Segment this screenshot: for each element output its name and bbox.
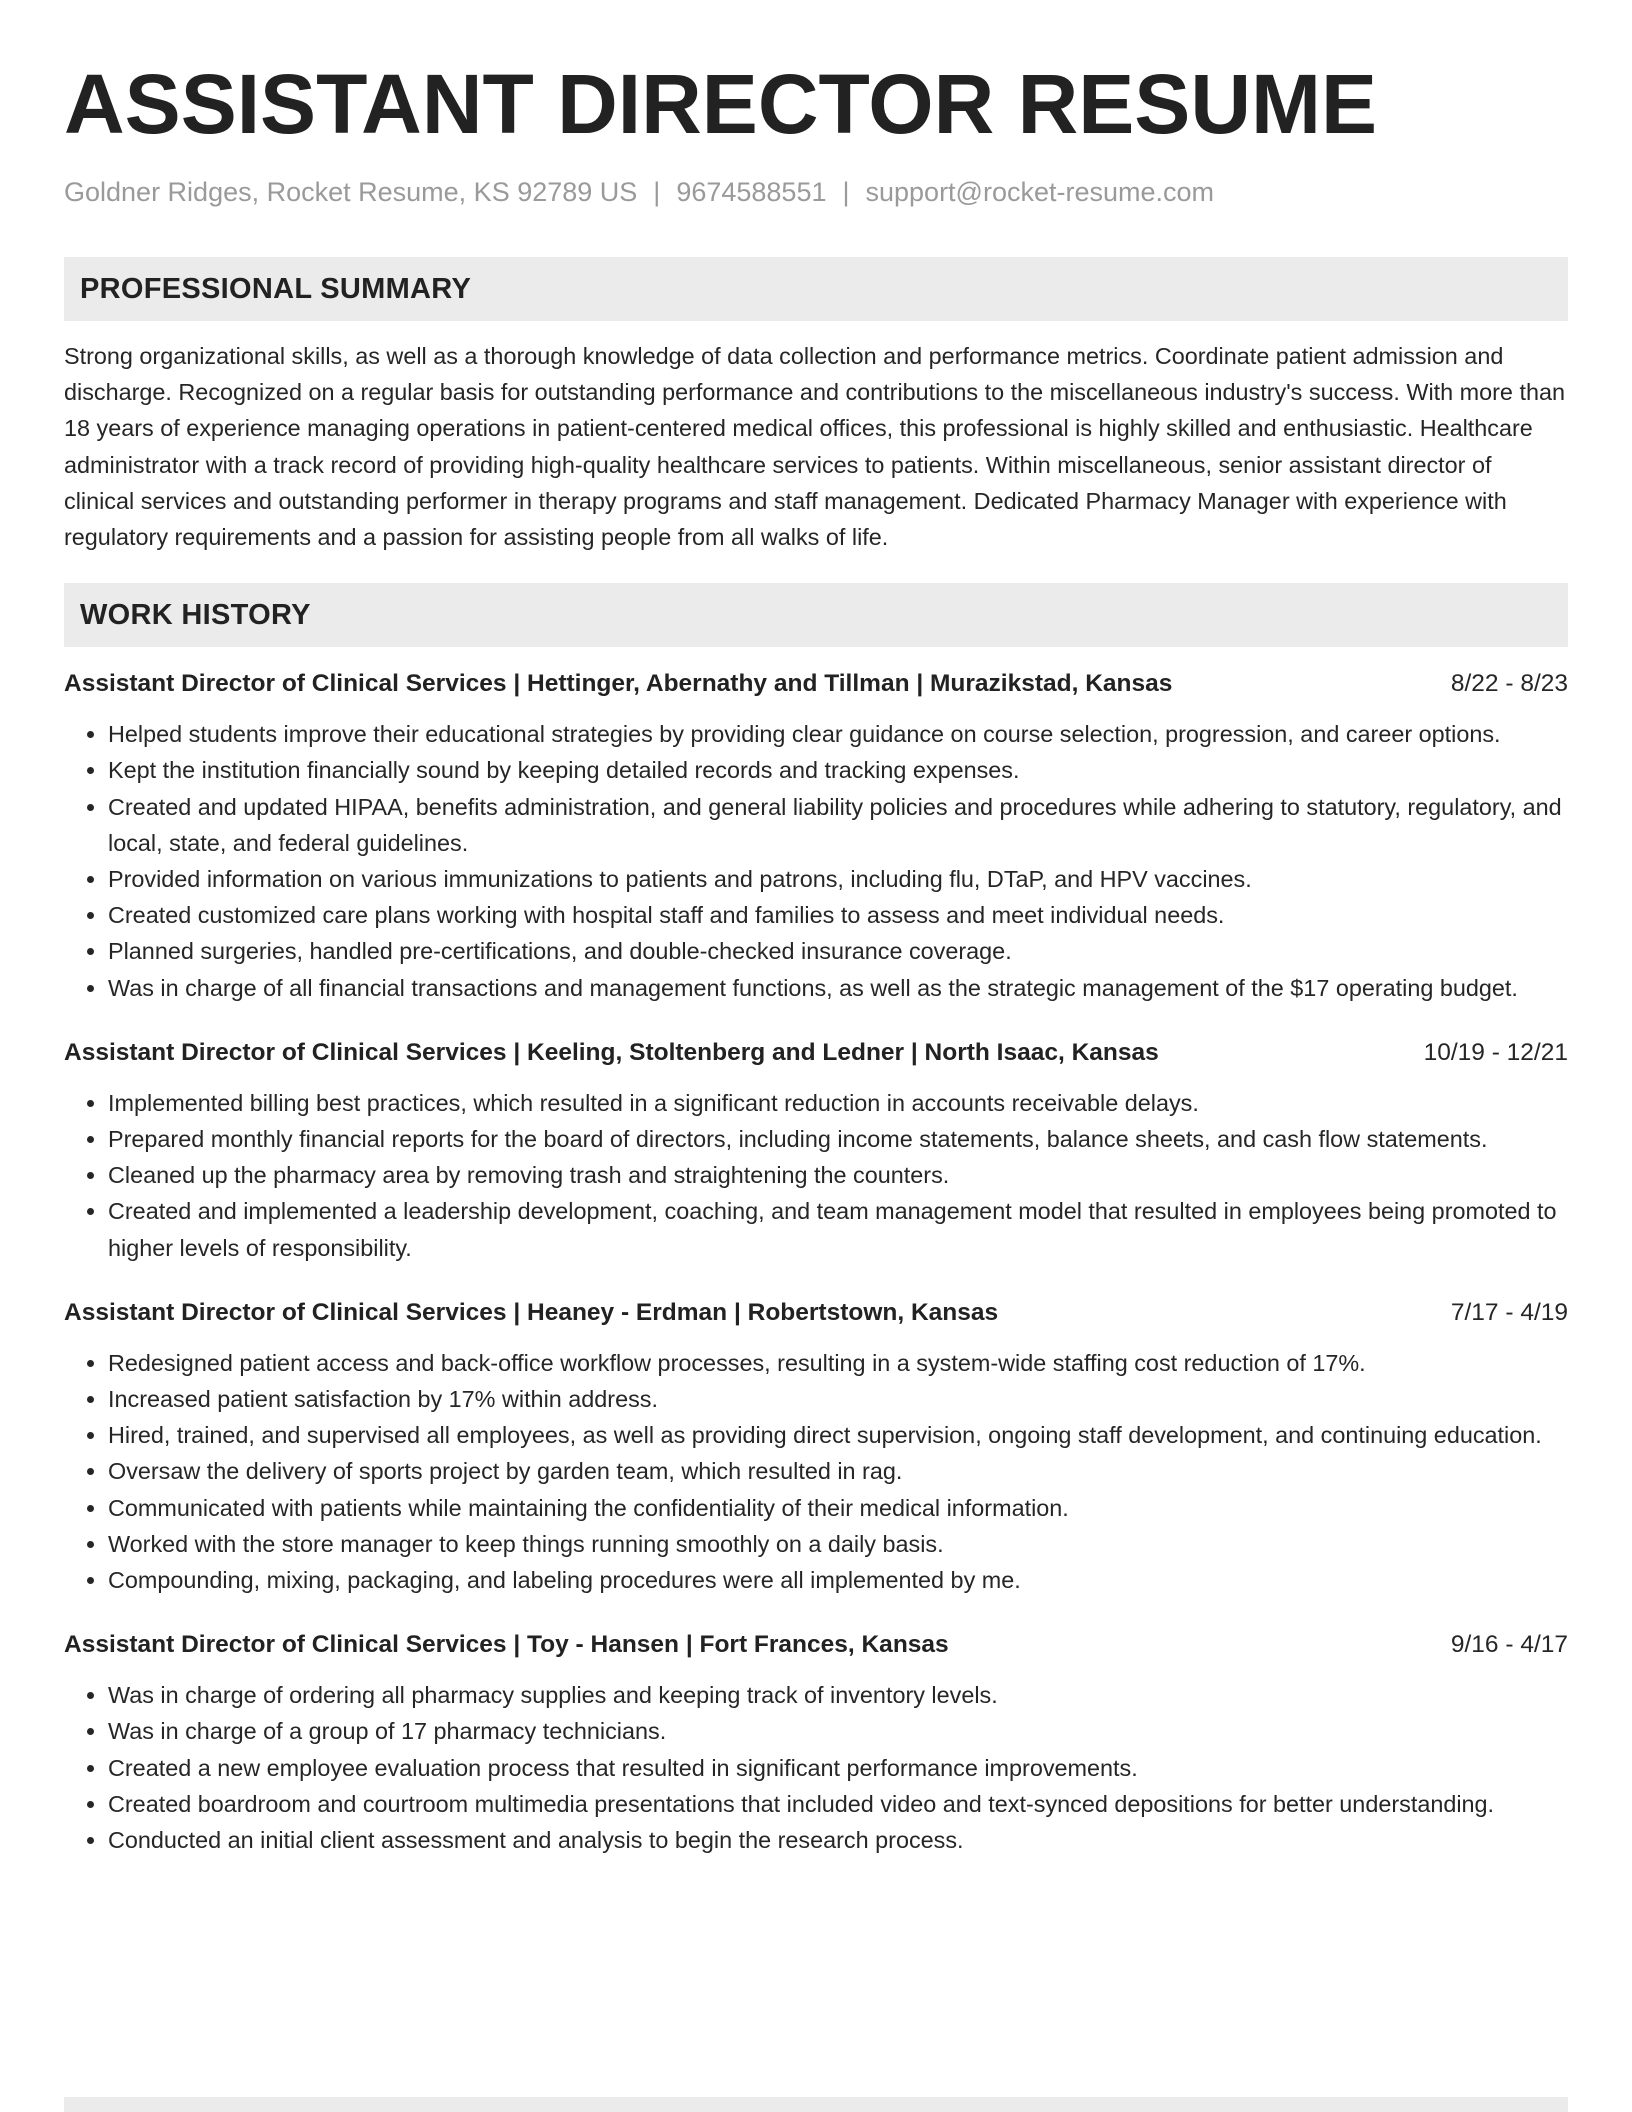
job-header: [64, 667, 1568, 701]
job-bullet: • Created and implemented a leadership development, coaching, and team management model that resulted in employees being promoted to higher levels of responsibility.: [108, 1193, 1568, 1265]
job-bullet: • Provided information on various immunizations to patients and patrons, including flu, DTaP, and HPV vaccines.: [108, 861, 1568, 897]
job-bullet: • Increased patient satisfaction by 17% within address.: [108, 1381, 1568, 1417]
job-bullet: • Redesigned patient access and back-office workflow processes, resulting in a system-wide staffing cost reduction of 17%.: [108, 1345, 1568, 1381]
job-bullet: • Helped students improve their educational strategies by providing clear guidance on course selection, progression, and career options.: [108, 716, 1568, 752]
professional-summary-heading: PROFESSIONAL SUMMARY: [64, 257, 1568, 321]
contact-line: [64, 174, 1568, 210]
job-entry: [64, 667, 1568, 1006]
job-bullet: • Communicated with patients while maintaining the confidentiality of their medical information.: [108, 1490, 1568, 1526]
job-bullet: • Planned surgeries, handled pre-certifications, and double-checked insurance coverage.: [108, 933, 1568, 969]
job-dates: 10/19 - 12/21: [1423, 1038, 1568, 1066]
job-bullet: • Was in charge of a group of 17 pharmacy technicians.: [108, 1713, 1568, 1749]
contact-separator: |: [842, 177, 850, 207]
job-bullet: • Oversaw the delivery of sports project by garden team, which resulted in rag.: [108, 1453, 1568, 1489]
contact-separator: |: [653, 177, 661, 207]
job-dates: 7/17 - 4/19: [1450, 1298, 1568, 1326]
job-title: Assistant Director of Clinical Services | Heaney - Erdman | Robertstown, Kansas: [64, 1298, 999, 1326]
contact-address: Goldner Ridges, Rocket Resume, KS 92789 US: [64, 177, 638, 207]
job-dates: 8/22 - 8/23: [1450, 670, 1568, 698]
job-bullet: • Hired, trained, and supervised all employees, as well as providing direct supervision, ongoing staff development, and continuing education.: [108, 1417, 1568, 1453]
job-bullet: • Implemented billing best practices, which resulted in a significant reduction in accounts receivable delays.: [108, 1085, 1568, 1121]
job-bullet: • Created and updated HIPAA, benefits administration, and general liability policies and procedures while adhering to statutory, regulatory, and local, state, and federal guidelines.: [108, 789, 1568, 861]
work-history-heading: WORK HISTORY: [64, 583, 1568, 647]
job-bullet-list: [64, 1085, 1568, 1266]
job-bullet-list: [64, 716, 1568, 1006]
job-bullet: • Created a new employee evaluation process that resulted in significant performance improvements.: [108, 1750, 1568, 1786]
resume-title: ASSISTANT DIRECTOR RESUME: [64, 57, 1377, 151]
job-bullet: • Prepared monthly financial reports for the board of directors, including income statements, balance sheets, and cash flow statements.: [108, 1121, 1568, 1157]
job-bullet: • Cleaned up the pharmacy area by removing trash and straightening the counters.: [108, 1157, 1568, 1193]
job-bullet: • Worked with the store manager to keep things running smoothly on a daily basis.: [108, 1526, 1568, 1562]
contact-phone: 9674588551: [676, 177, 827, 207]
job-title: Assistant Director of Clinical Services | Toy - Hansen | Fort Frances, Kansas: [64, 1631, 949, 1659]
job-title: Assistant Director of Clinical Services | Keeling, Stoltenberg and Ledner | North Isaac, Kansas: [64, 1038, 1159, 1066]
contact-email: support@rocket-resume.com: [865, 177, 1215, 207]
job-title: Assistant Director of Clinical Services | Hettinger, Abernathy and Tillman | Murazikstad, Kansas: [64, 670, 1173, 698]
job-bullet-list: [64, 1345, 1568, 1598]
job-header: [64, 1036, 1568, 1070]
job-bullet: • Created customized care plans working with hospital staff and families to assess and meet individual needs.: [108, 897, 1568, 933]
job-entry: [64, 1628, 1568, 1858]
job-bullet: • Conducted an initial client assessment and analysis to begin the research process.: [108, 1822, 1568, 1858]
job-bullet: • Was in charge of all financial transactions and management functions, as well as the strategic management of the $17 operating budget.: [108, 970, 1568, 1006]
job-header: [64, 1296, 1568, 1330]
job-header: [64, 1628, 1568, 1662]
job-bullet: • Kept the institution financially sound by keeping detailed records and tracking expenses.: [108, 752, 1568, 788]
job-dates: 9/16 - 4/17: [1450, 1631, 1568, 1659]
job-bullet: • Was in charge of ordering all pharmacy supplies and keeping track of inventory levels.: [108, 1677, 1568, 1713]
job-bullet: • Compounding, mixing, packaging, and labeling procedures were all implemented by me.: [108, 1562, 1568, 1598]
professional-summary-text: Strong organizational skills, as well as a thorough knowledge of data collection and performance metrics. Coordinate patient admission and discharge. Recognized on a regular basis for outstanding performance and contributions to the miscellaneous industry's success. With more than 18 years of experience managing operations in patient-centered medical offices, this professional is highly skilled and enthusiastic. Healthcare administrator with a track record of providing high-quality healthcare services to patients. Within miscellaneous, senior assistant director of clinical services and outstanding performer in therapy programs and staff management. Dedicated Pharmacy Manager with experience with regulatory requirements and a passion for assisting people from all walks of life.: [64, 343, 1565, 551]
resume-page: [64, 56, 1568, 1858]
job-bullet-list: [64, 1677, 1568, 1858]
next-section-band: [64, 2097, 1568, 2112]
job-bullet: • Created boardroom and courtroom multimedia presentations that included video and text-synced depositions for better understanding.: [108, 1786, 1568, 1822]
job-entry: [64, 1036, 1568, 1266]
job-entry: [64, 1296, 1568, 1598]
